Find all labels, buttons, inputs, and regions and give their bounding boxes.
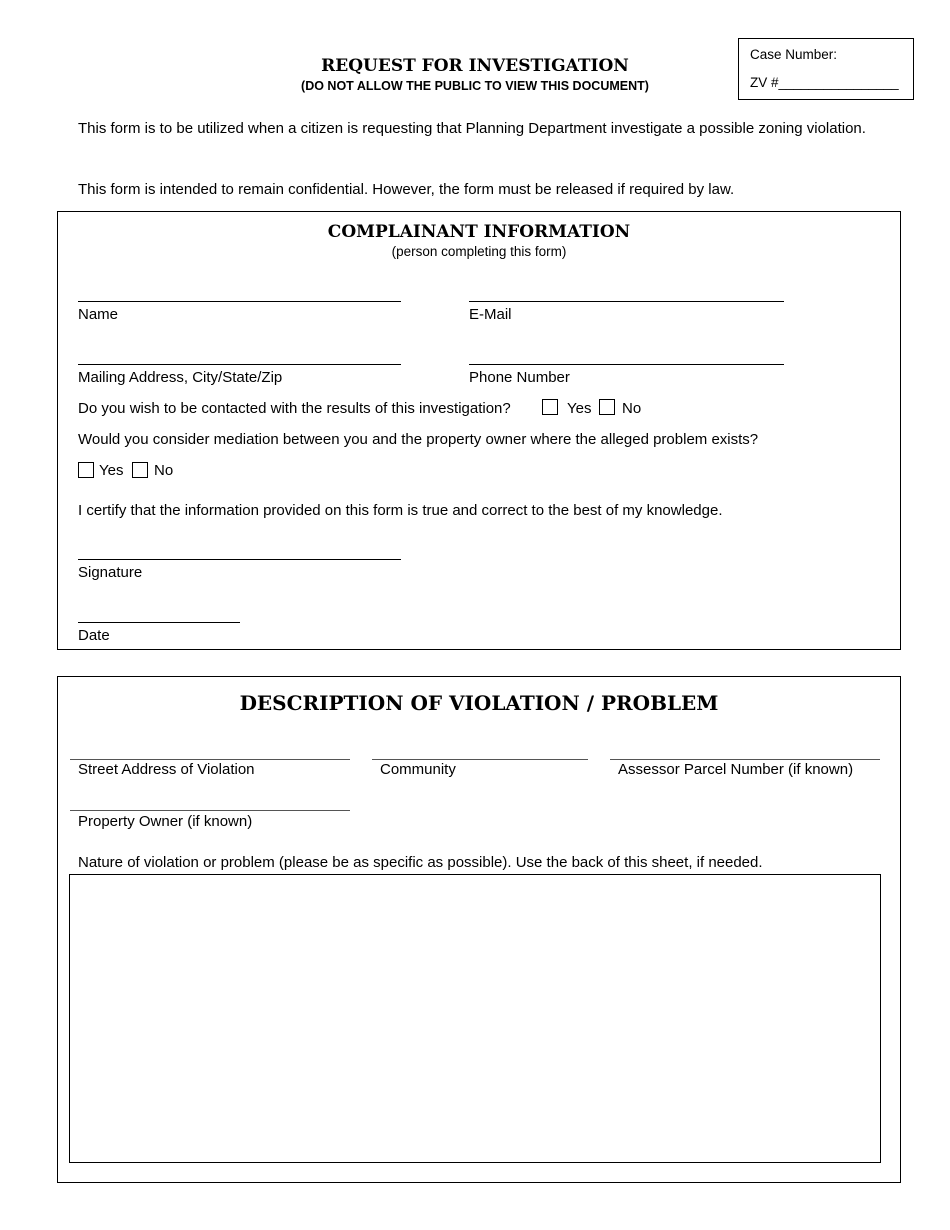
nature-description-textarea[interactable] bbox=[69, 874, 881, 1163]
property-owner-field[interactable] bbox=[70, 789, 350, 809]
date-field[interactable] bbox=[78, 601, 240, 621]
phone-line bbox=[469, 364, 784, 365]
community-label: Community bbox=[380, 761, 456, 778]
property-owner-label: Property Owner (if known) bbox=[78, 813, 253, 830]
page-title: REQUEST FOR INVESTIGATION bbox=[321, 56, 629, 76]
violation-title: DESCRIPTION OF VIOLATION / PROBLEM bbox=[239, 691, 719, 715]
street-address-field[interactable] bbox=[70, 738, 350, 758]
mediation-yes-label: Yes bbox=[99, 462, 124, 479]
mediation-question: Would you consider mediation between you and the property owner where the alleged problem exists? bbox=[78, 431, 759, 448]
case-number-box bbox=[738, 38, 914, 100]
complainant-title: COMPLAINANT INFORMATION bbox=[327, 222, 631, 242]
property-owner-line bbox=[70, 810, 350, 811]
address-line bbox=[78, 364, 401, 365]
contact-yes-checkbox[interactable] bbox=[542, 399, 558, 415]
date-line bbox=[78, 622, 240, 623]
signature-label: Signature bbox=[78, 564, 143, 581]
confidential-notice: This form is intended to remain confidential. However, the form must be released if required by law. bbox=[78, 181, 735, 198]
intro-paragraph: This form is to be utilized when a citizen is requesting that Planning Department investigate a possible zoning violation. bbox=[78, 120, 866, 137]
signature-field[interactable] bbox=[78, 538, 401, 558]
name-line bbox=[78, 301, 401, 302]
parcel-number-label: Assessor Parcel Number (if known) bbox=[618, 761, 854, 778]
zv-number-label: ZV #________________ bbox=[750, 75, 899, 90]
mediation-no-label: No bbox=[154, 462, 174, 479]
street-address-line bbox=[70, 759, 350, 760]
mediation-yes-checkbox[interactable] bbox=[78, 462, 94, 478]
email-label: E-Mail bbox=[469, 306, 512, 323]
mailing-address-field[interactable] bbox=[78, 343, 401, 363]
nature-label: Nature of violation or problem (please be as specific as possible). Use the back of this sheet, if needed. bbox=[78, 854, 763, 871]
mediation-no-checkbox[interactable] bbox=[132, 462, 148, 478]
certify-statement: I certify that the information provided on this form is true and correct to the best of my knowledge. bbox=[78, 502, 723, 519]
parcel-number-field[interactable] bbox=[610, 738, 880, 758]
date-label: Date bbox=[78, 627, 110, 644]
contact-no-checkbox[interactable] bbox=[599, 399, 615, 415]
name-label: Name bbox=[78, 306, 119, 323]
contact-yes-label: Yes bbox=[567, 400, 592, 417]
street-address-label: Street Address of Violation bbox=[78, 761, 255, 778]
community-field[interactable] bbox=[372, 738, 588, 758]
signature-line bbox=[78, 559, 401, 560]
phone-label: Phone Number bbox=[469, 369, 570, 386]
contact-question: Do you wish to be contacted with the results of this investigation? bbox=[78, 400, 511, 417]
email-line bbox=[469, 301, 784, 302]
contact-no-label: No bbox=[622, 400, 642, 417]
complainant-subtitle: (person completing this form) bbox=[391, 244, 567, 259]
page-subtitle: (DO NOT ALLOW THE PUBLIC TO VIEW THIS DOCUMENT) bbox=[301, 79, 649, 93]
name-field[interactable] bbox=[78, 280, 401, 300]
parcel-number-line bbox=[610, 759, 880, 760]
mailing-address-label: Mailing Address, City/State/Zip bbox=[78, 369, 283, 386]
email-field[interactable] bbox=[469, 280, 784, 300]
phone-field[interactable] bbox=[469, 343, 784, 363]
case-number-label: Case Number: bbox=[750, 47, 838, 62]
community-line bbox=[372, 759, 588, 760]
